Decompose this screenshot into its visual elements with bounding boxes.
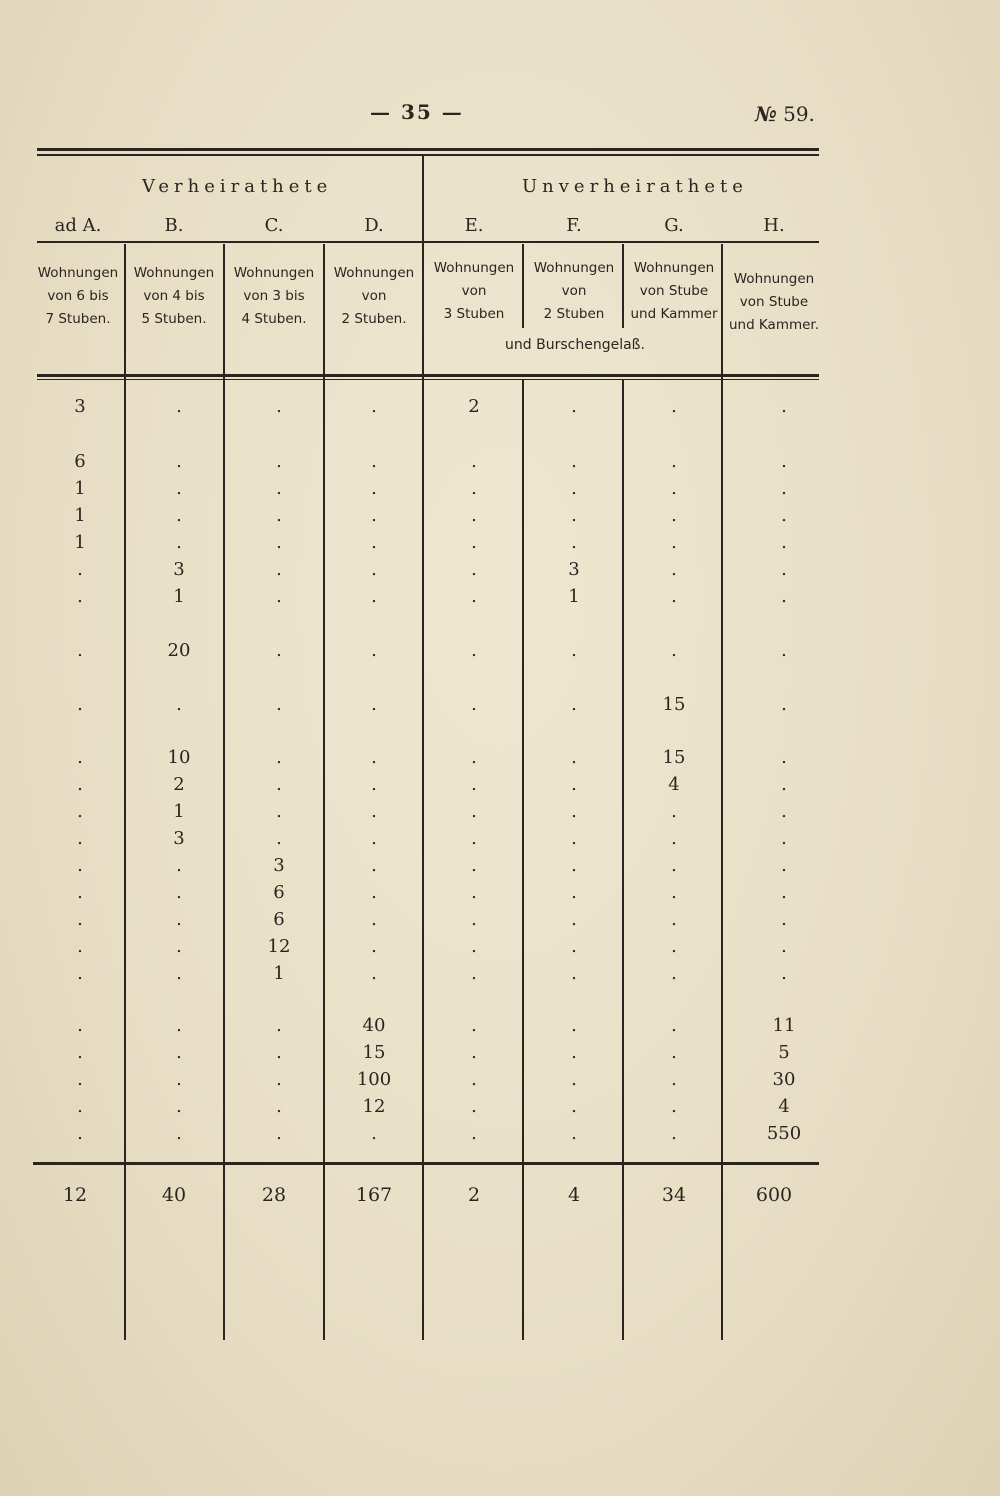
- top-rule-thin: [37, 154, 819, 156]
- column-desc-h: [722, 268, 826, 337]
- document-number-value: 59.: [783, 102, 815, 126]
- table-cell: .: [571, 505, 577, 526]
- table-cell: .: [371, 909, 377, 930]
- table-cell: .: [77, 801, 83, 822]
- desc-line: Wohnungen: [533, 260, 615, 276]
- table-cell: .: [781, 396, 787, 417]
- table-cell: .: [671, 396, 677, 417]
- total-c: 28: [261, 1184, 287, 1206]
- desc-line: von: [361, 288, 387, 304]
- table-cell: .: [176, 1069, 182, 1090]
- table-cell: 2: [468, 396, 480, 417]
- column-letter-g: G.: [664, 215, 684, 236]
- table-cell: 10: [167, 747, 191, 768]
- table-cell: .: [781, 828, 787, 849]
- table-cell: .: [671, 586, 677, 607]
- desc-line: Wohnungen: [37, 265, 119, 281]
- table-cell: .: [371, 532, 377, 553]
- table-cell: 100: [356, 1069, 392, 1090]
- table-cell: .: [471, 1123, 477, 1144]
- table-cell: .: [77, 828, 83, 849]
- table-cell: .: [571, 963, 577, 984]
- table-cell: .: [471, 882, 477, 903]
- table-cell: 40: [362, 1015, 386, 1036]
- table-cell: 3: [568, 559, 580, 580]
- table-cell: 6: [273, 909, 285, 930]
- desc-line: Wohnungen: [133, 265, 215, 281]
- table-cell: .: [371, 640, 377, 661]
- desc-line: 2 Stuben: [543, 306, 605, 322]
- table-cell: 30: [772, 1069, 796, 1090]
- table-cell: .: [571, 909, 577, 930]
- column-letter-c: C.: [264, 215, 284, 236]
- table-cell: .: [371, 1123, 377, 1144]
- table-cell: .: [371, 774, 377, 795]
- table-cell: .: [77, 936, 83, 957]
- table-cell: .: [276, 1015, 282, 1036]
- table-cell: 4: [668, 774, 680, 795]
- desc-line: von Stube: [739, 294, 809, 310]
- desc-line: von 3 bis: [243, 288, 305, 304]
- table-cell: 15: [662, 747, 686, 768]
- table-cell: .: [176, 882, 182, 903]
- table-cell: .: [781, 505, 787, 526]
- table-cell: .: [471, 694, 477, 715]
- column-desc-a: [28, 262, 128, 331]
- table-cell: .: [176, 936, 182, 957]
- table-cell: .: [571, 396, 577, 417]
- table-cell: .: [781, 451, 787, 472]
- table-cell: .: [276, 451, 282, 472]
- table-cell: .: [781, 774, 787, 795]
- column-desc-f: [524, 257, 624, 326]
- table-cell: .: [471, 1015, 477, 1036]
- table-cell: .: [571, 1042, 577, 1063]
- header-rule-thick: [37, 374, 819, 377]
- table-cell: .: [77, 1096, 83, 1117]
- table-cell: .: [571, 882, 577, 903]
- table-cell: .: [176, 1042, 182, 1063]
- table-cell: .: [571, 532, 577, 553]
- table-cell: .: [671, 1123, 677, 1144]
- table-cell: .: [471, 963, 477, 984]
- table-cell: .: [276, 532, 282, 553]
- table-cell: .: [781, 532, 787, 553]
- table-cell: .: [781, 855, 787, 876]
- desc-line: Wohnungen: [233, 265, 315, 281]
- table-cell: .: [276, 747, 282, 768]
- table-cell: .: [571, 478, 577, 499]
- table-cell: .: [176, 532, 182, 553]
- table-cell: .: [781, 882, 787, 903]
- table-cell: .: [471, 855, 477, 876]
- table-cell: .: [276, 801, 282, 822]
- desc-line: und Kammer.: [728, 317, 820, 333]
- table-cell: 12: [267, 936, 291, 957]
- table-cell: .: [276, 1123, 282, 1144]
- table-cell: 11: [772, 1015, 796, 1036]
- table-cell: .: [471, 559, 477, 580]
- table-cell: .: [571, 1015, 577, 1036]
- table-cell: .: [176, 478, 182, 499]
- table-cell: .: [371, 451, 377, 472]
- table-cell: .: [671, 1042, 677, 1063]
- table-cell: 4: [778, 1096, 790, 1117]
- table-cell: 3: [273, 855, 285, 876]
- table-cell: 20: [167, 640, 191, 661]
- table-cell: .: [176, 505, 182, 526]
- table-cell: .: [781, 801, 787, 822]
- total-h: 600: [755, 1184, 793, 1206]
- table-cell: 3: [173, 828, 185, 849]
- table-cell: .: [276, 1096, 282, 1117]
- table-cell: .: [471, 478, 477, 499]
- table-cell: .: [671, 640, 677, 661]
- table-cell: .: [471, 801, 477, 822]
- table-cell: .: [671, 963, 677, 984]
- group-unmarried: Unverheirathete: [522, 176, 748, 197]
- table-cell: .: [781, 909, 787, 930]
- table-cell: .: [671, 532, 677, 553]
- table-cell: .: [571, 694, 577, 715]
- total-b: 40: [161, 1184, 187, 1206]
- table-cell: 3: [173, 559, 185, 580]
- table-cell: .: [276, 396, 282, 417]
- table-cell: .: [671, 855, 677, 876]
- table-cell: .: [77, 882, 83, 903]
- table-cell: .: [781, 478, 787, 499]
- table-cell: .: [176, 451, 182, 472]
- table-cell: .: [471, 532, 477, 553]
- table-cell: .: [77, 909, 83, 930]
- desc-line: 3 Stuben: [443, 306, 505, 322]
- column-letter-b: B.: [164, 215, 184, 236]
- letters-rule: [37, 241, 819, 243]
- table-cell: 1: [568, 586, 580, 607]
- table-cell: 3: [74, 396, 86, 417]
- column-desc-c: [224, 262, 324, 331]
- table-cell: .: [471, 1096, 477, 1117]
- top-rule-thick: [37, 148, 819, 151]
- table-cell: .: [77, 1069, 83, 1090]
- column-desc-d: [324, 262, 424, 331]
- table-cell: .: [77, 559, 83, 580]
- table-cell: .: [371, 586, 377, 607]
- table-cell: .: [276, 1069, 282, 1090]
- table-cell: .: [371, 396, 377, 417]
- table-cell: .: [571, 936, 577, 957]
- table-cell: .: [571, 828, 577, 849]
- table-cell: .: [571, 774, 577, 795]
- table-cell: .: [176, 909, 182, 930]
- desc-line: Wohnungen: [633, 260, 715, 276]
- table-cell: .: [471, 451, 477, 472]
- desc-line: 2 Stuben.: [341, 311, 407, 327]
- table-cell: .: [781, 640, 787, 661]
- table-cell: .: [371, 801, 377, 822]
- table-cell: .: [671, 559, 677, 580]
- table-cell: 5: [778, 1042, 790, 1063]
- table-cell: .: [571, 640, 577, 661]
- table-cell: .: [371, 882, 377, 903]
- total-e: 2: [467, 1184, 481, 1206]
- table-cell: .: [371, 936, 377, 957]
- table-cell: .: [571, 1096, 577, 1117]
- table-cell: .: [77, 855, 83, 876]
- table-cell: .: [276, 559, 282, 580]
- table-cell: .: [471, 1042, 477, 1063]
- table-cell: .: [77, 1015, 83, 1036]
- table-cell: .: [781, 559, 787, 580]
- table-cell: .: [77, 963, 83, 984]
- table-cell: 550: [766, 1123, 802, 1144]
- table-cell: .: [276, 478, 282, 499]
- table-cell: .: [176, 1123, 182, 1144]
- table-cell: .: [471, 828, 477, 849]
- table-cell: .: [671, 1096, 677, 1117]
- group-married: Verheirathete: [142, 176, 333, 197]
- table-cell: .: [276, 586, 282, 607]
- table-cell: .: [471, 936, 477, 957]
- table-cell: 12: [362, 1096, 386, 1117]
- column-divider: [622, 244, 624, 328]
- table-cell: .: [77, 1123, 83, 1144]
- table-cell: .: [671, 478, 677, 499]
- table-cell: .: [781, 694, 787, 715]
- table-cell: 1: [173, 801, 185, 822]
- column-desc-e: [424, 257, 524, 326]
- table-cell: .: [471, 640, 477, 661]
- column-letter-d: D.: [364, 215, 384, 236]
- header-rule-thin: [37, 379, 819, 380]
- table-cell: 1: [74, 478, 86, 499]
- table-cell: .: [671, 505, 677, 526]
- table-cell: .: [276, 774, 282, 795]
- table-cell: 6: [74, 451, 86, 472]
- table-cell: .: [671, 828, 677, 849]
- table-cell: .: [671, 451, 677, 472]
- table-cell: .: [781, 747, 787, 768]
- table-cell: .: [671, 909, 677, 930]
- table-cell: .: [471, 774, 477, 795]
- column-letter-f: F.: [566, 215, 582, 236]
- document-number: [755, 102, 815, 126]
- table-cell: .: [276, 828, 282, 849]
- table-cell: .: [371, 559, 377, 580]
- desc-line: Wohnungen: [333, 265, 415, 281]
- table-cell: .: [77, 747, 83, 768]
- table-cell: 2: [173, 774, 185, 795]
- shared-suffix-efg: und Burschengelaß.: [505, 337, 645, 353]
- total-a: 12: [62, 1184, 88, 1206]
- table-cell: .: [671, 936, 677, 957]
- table-cell: .: [781, 936, 787, 957]
- desc-line: von 4 bis: [143, 288, 205, 304]
- table-cell: 1: [74, 505, 86, 526]
- table-cell: .: [77, 586, 83, 607]
- table-cell: .: [176, 1096, 182, 1117]
- page-number: — 35 —: [370, 100, 464, 124]
- desc-line: und Kammer: [630, 306, 718, 322]
- totals-rule: [33, 1162, 819, 1165]
- table-cell: .: [571, 855, 577, 876]
- table-cell: .: [176, 855, 182, 876]
- table-cell: .: [176, 1015, 182, 1036]
- table-cell: .: [571, 1123, 577, 1144]
- table-cell: .: [671, 1015, 677, 1036]
- total-f: 4: [567, 1184, 581, 1206]
- desc-line: von: [461, 283, 487, 299]
- desc-line: 4 Stuben.: [241, 311, 307, 327]
- table-cell: .: [571, 451, 577, 472]
- table-cell: .: [371, 963, 377, 984]
- number-sign: №: [755, 102, 777, 126]
- table-cell: 15: [362, 1042, 386, 1063]
- desc-line: von: [561, 283, 587, 299]
- table-cell: .: [77, 1042, 83, 1063]
- desc-line: von 6 bis: [47, 288, 109, 304]
- column-divider: [522, 244, 524, 328]
- table-cell: .: [77, 774, 83, 795]
- desc-line: von Stube: [639, 283, 709, 299]
- table-cell: .: [276, 640, 282, 661]
- table-cell: 1: [273, 963, 285, 984]
- table-cell: .: [471, 1069, 477, 1090]
- table-cell: .: [571, 1069, 577, 1090]
- column-letter-e: E.: [464, 215, 484, 236]
- table-cell: .: [471, 747, 477, 768]
- total-d: 167: [355, 1184, 393, 1206]
- table-cell: .: [371, 505, 377, 526]
- table-cell: 15: [662, 694, 686, 715]
- desc-line: Wohnungen: [733, 271, 815, 287]
- table-cell: .: [371, 694, 377, 715]
- table-cell: .: [671, 882, 677, 903]
- table-cell: 1: [173, 586, 185, 607]
- desc-line: Wohnungen: [433, 260, 515, 276]
- table-cell: .: [276, 505, 282, 526]
- table-cell: .: [471, 586, 477, 607]
- column-letter-h: H.: [763, 215, 785, 236]
- table-cell: .: [276, 1042, 282, 1063]
- total-g: 34: [661, 1184, 687, 1206]
- table-cell: .: [371, 747, 377, 768]
- table-cell: .: [176, 694, 182, 715]
- column-desc-g: [624, 257, 724, 326]
- table-cell: .: [471, 505, 477, 526]
- table-cell: .: [276, 694, 282, 715]
- table-cell: .: [371, 478, 377, 499]
- table-cell: .: [671, 1069, 677, 1090]
- table-cell: .: [77, 694, 83, 715]
- table-cell: .: [371, 828, 377, 849]
- column-letter-a: ad A.: [54, 215, 102, 236]
- column-desc-b: [124, 262, 224, 331]
- table-cell: .: [571, 801, 577, 822]
- desc-line: 7 Stuben.: [45, 311, 111, 327]
- table-cell: .: [176, 963, 182, 984]
- desc-line: 5 Stuben.: [141, 311, 207, 327]
- table-cell: 1: [74, 532, 86, 553]
- table-cell: 6: [273, 882, 285, 903]
- table-cell: .: [781, 586, 787, 607]
- table-cell: .: [176, 396, 182, 417]
- table-cell: .: [571, 747, 577, 768]
- table-cell: .: [671, 801, 677, 822]
- table-cell: .: [471, 909, 477, 930]
- table-cell: .: [371, 855, 377, 876]
- table-cell: .: [781, 963, 787, 984]
- table-cell: .: [77, 640, 83, 661]
